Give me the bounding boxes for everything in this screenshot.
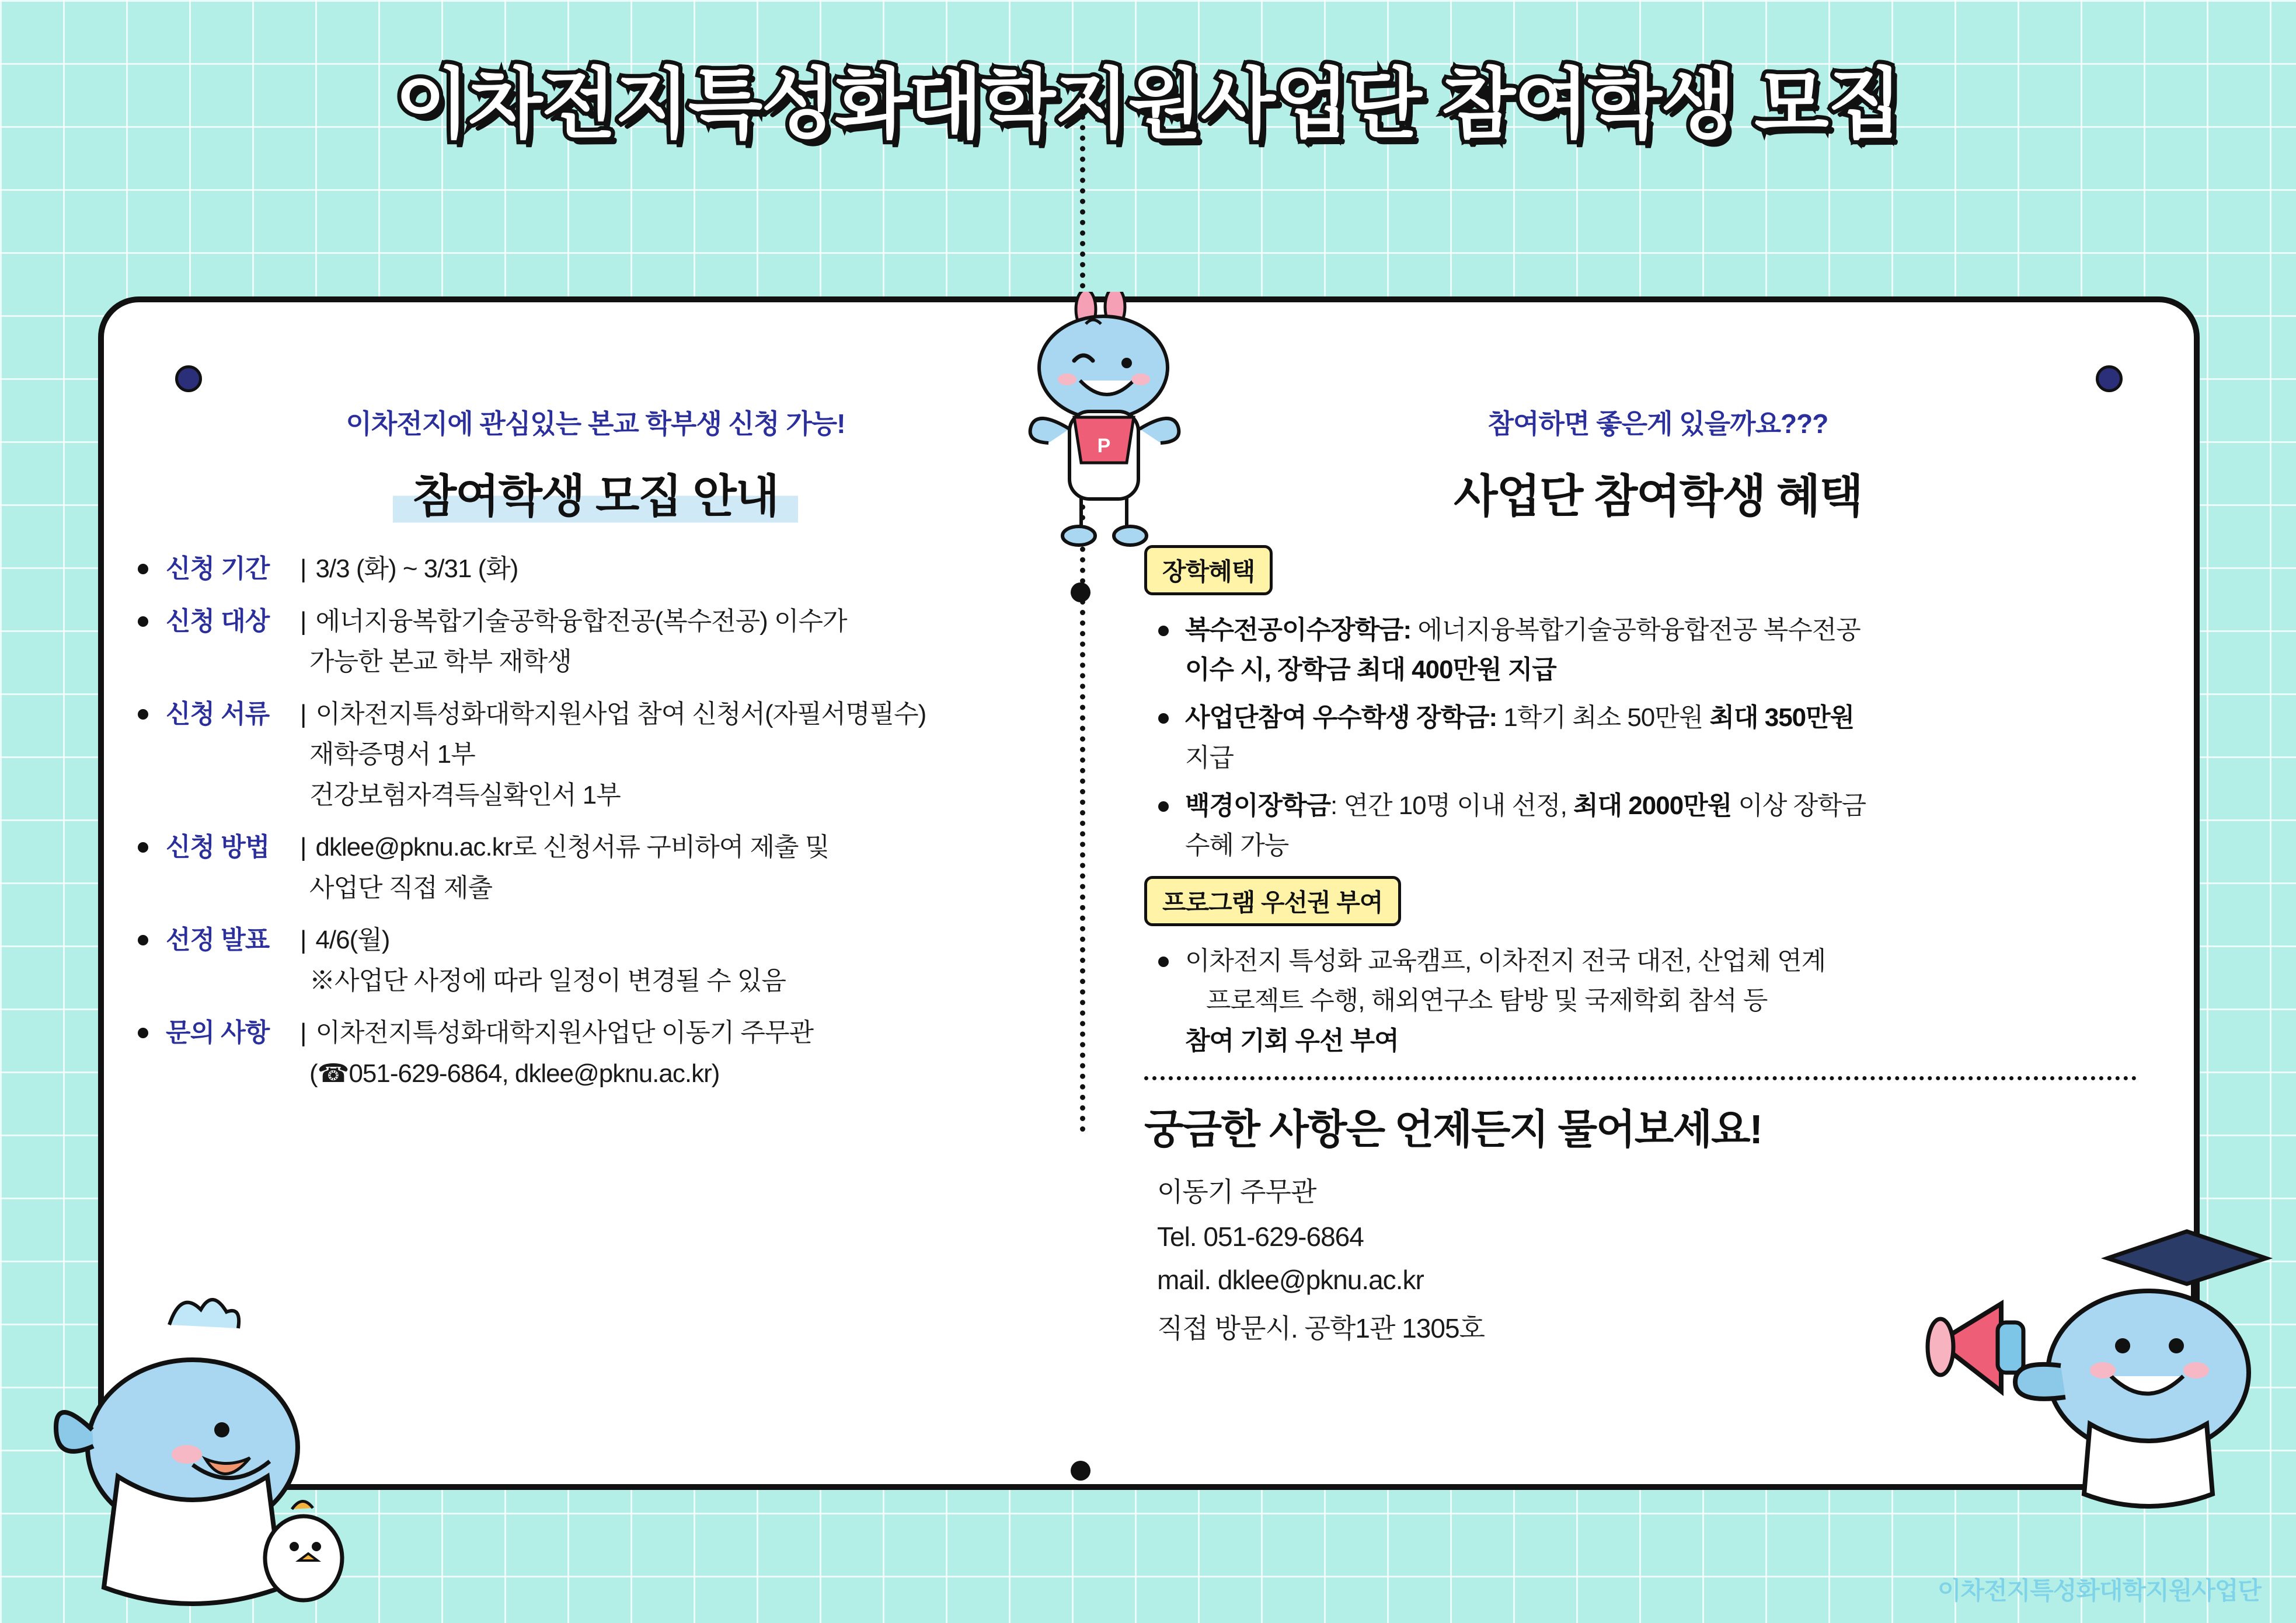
left-eyebrow: 이차전지에 관심있는 본교 학부생 신청 가능!	[346, 409, 845, 439]
left-heading: 참여학생 모집 안내	[393, 460, 798, 525]
scholarship-desc: 에너지융복합기술공학융합전공 복수전공	[1411, 616, 1861, 644]
item-label: 신청 기간	[166, 554, 270, 583]
scholarship-name: 사업단참여 우수학생 장학금:	[1185, 703, 1497, 732]
item-bar: |	[300, 606, 306, 636]
list-item	[123, 827, 1068, 908]
benefits-section	[1144, 403, 2172, 1357]
item-bar: |	[300, 699, 306, 728]
scholarship-desc: 1학기 최소 50만원	[1497, 703, 1710, 732]
priority-line3: 참여 기회 우선 부여	[1185, 1026, 1399, 1055]
item-label: 신청 서류	[166, 699, 270, 728]
punch-hole-left-icon	[175, 365, 202, 392]
list-item	[1144, 941, 2172, 1061]
column-divider	[1080, 93, 1085, 1132]
item-subline: ※사업단 사정에 따라 일정이 변경될 수 있음	[309, 966, 786, 995]
footer-brand: 이차전지특성화대학지원사업단	[1937, 1577, 2261, 1604]
item-value: dklee@pknu.ac.kr로 신청서류 구비하여 제출 및	[315, 833, 830, 862]
whale-megaphone-mascot-icon	[1915, 1220, 2277, 1512]
scholarship-name: 복수전공이수장학금:	[1185, 616, 1412, 644]
item-bar: |	[300, 1018, 306, 1048]
divider-dot-top-icon	[1071, 582, 1090, 602]
list-item	[123, 1013, 1068, 1094]
item-label: 문의 사항	[166, 1018, 270, 1048]
scholarship-amount: 최대 2000만원	[1573, 791, 1732, 820]
page-title: 이차전지특성화대학지원사업단 참여학생 모집	[395, 61, 1901, 147]
item-subline: (☎051-629-6864, dklee@pknu.ac.kr)	[309, 1059, 720, 1088]
svg-text:P: P	[1097, 435, 1111, 457]
left-heading-wrap	[123, 447, 1068, 525]
item-bar: |	[300, 833, 306, 862]
dotted-separator	[1144, 1076, 2137, 1080]
item-bar: |	[300, 926, 306, 955]
scholarship-amount: 최대 350만원	[1709, 703, 1855, 732]
right-eyebrow: 참여하면 좋은게 있을까요???	[1487, 409, 1828, 439]
contact-mail[interactable]: mail. dklee@pknu.ac.kr	[1157, 1264, 1424, 1295]
item-subline: 가능한 본교 학부 재학생	[309, 647, 572, 676]
item-value: 에너지융복합기술공학융합전공(복수전공) 이수가	[315, 606, 847, 636]
list-item	[123, 601, 1068, 682]
item-label: 신청 대상	[166, 606, 270, 636]
scholarship-list	[1144, 610, 2172, 865]
list-item	[123, 549, 1068, 589]
priority-line1: 이차전지 특성화 교육캠프, 이차전지 전국 대전, 산업체 연계	[1185, 947, 1826, 976]
right-heading-wrap	[1144, 447, 2172, 525]
item-label: 선정 발표	[166, 926, 270, 955]
ask-anytime-title: 궁금한 사항은 언제든지 물어보세요!	[1144, 1106, 1762, 1152]
divider-dot-bottom-icon	[1071, 1461, 1090, 1481]
list-item	[1144, 610, 2172, 690]
contact-office: 직접 방문시. 공학1관 1305호	[1157, 1313, 1485, 1343]
list-item	[123, 694, 1068, 816]
priority-line2: 프로젝트 수행, 해외연구소 탐방 및 국제학회 참석 등	[1206, 986, 1768, 1015]
scholarship-desc-tail: 이상 장학금	[1731, 791, 1866, 820]
scholarship-name: 백경이장학금	[1185, 791, 1331, 820]
item-subline: 건강보험자격득실확인서 1부	[309, 780, 621, 809]
recruitment-section	[123, 403, 1068, 1105]
list-item	[123, 920, 1068, 1001]
item-value: 4/6(월)	[315, 926, 390, 955]
right-heading: 사업단 참여학생 혜택	[1454, 470, 1862, 522]
scholarship-detail: 지급	[1185, 743, 1234, 772]
item-subline: 재학증명서 1부	[309, 740, 475, 769]
priority-list	[1144, 941, 2172, 1061]
punch-hole-right-icon	[2096, 365, 2123, 392]
contact-tel[interactable]: Tel. 051-629-6864	[1157, 1221, 1364, 1252]
whale-graduate-mascot-icon	[47, 1255, 409, 1617]
scholarship-detail: 수혜 가능	[1185, 830, 1289, 860]
scholarship-tag: 장학혜택	[1144, 545, 1273, 595]
scholarship-desc: : 연간 10명 이내 선정,	[1330, 791, 1574, 820]
item-subline: 사업단 직접 제출	[309, 873, 492, 902]
whale-cheer-mascot-icon	[1016, 292, 1208, 566]
item-value: 이차전지특성화대학지원사업단 이동기 주무관	[315, 1018, 813, 1048]
item-value: 이차전지특성화대학지원사업 참여 신청서(자필서명필수)	[315, 699, 926, 728]
recruitment-list	[123, 549, 1068, 1094]
contact-person: 이동기 주무관	[1157, 1176, 1316, 1207]
item-label: 신청 방법	[166, 833, 270, 862]
list-item	[1144, 698, 2172, 777]
priority-tag: 프로그램 우선권 부여	[1144, 876, 1401, 926]
item-bar: |	[300, 554, 306, 583]
list-item	[1144, 786, 2172, 865]
item-value: 3/3 (화) ~ 3/31 (화)	[315, 554, 518, 583]
scholarship-detail: 이수 시, 장학금 최대 400만원 지급	[1185, 655, 1556, 685]
